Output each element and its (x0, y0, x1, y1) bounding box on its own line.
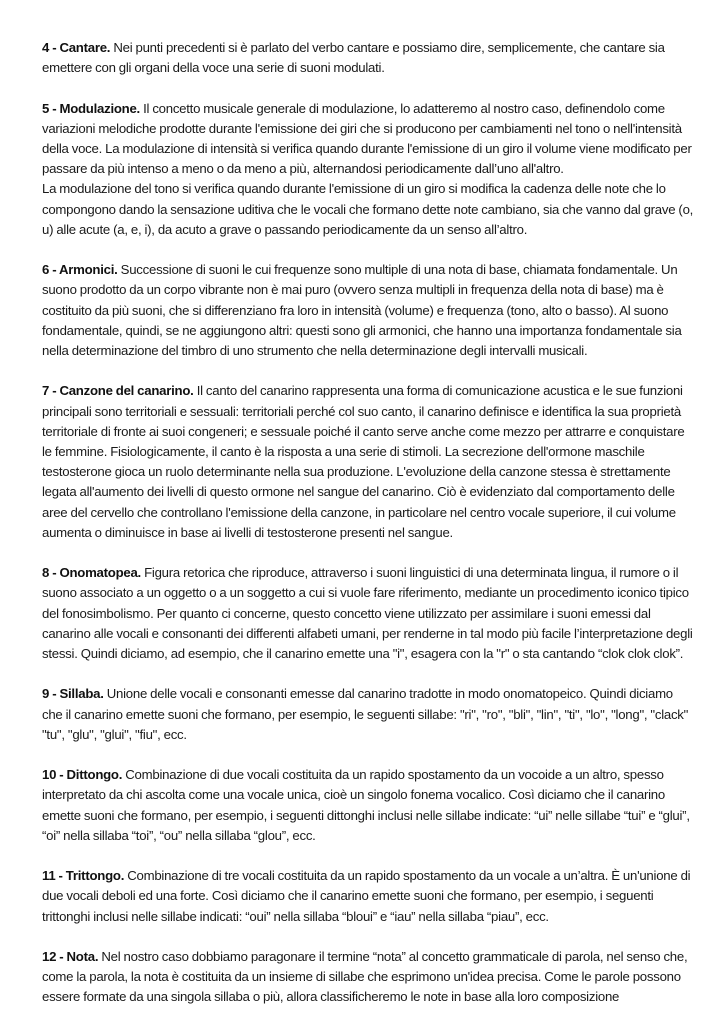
term-heading: 12 - Nota. (42, 949, 99, 965)
paragraph-dittongo (42, 765, 694, 846)
term-heading: 6 - Armonici. (42, 262, 118, 278)
paragraph-trittongo (42, 866, 694, 927)
paragraph-text: Nei punti precedenti si è parlato del verbo cantare e possiamo dire, semplicemente, che cantare sia emettere con gli organi della voce una serie di suoni modulati. (42, 40, 665, 76)
paragraph-cantare (42, 38, 694, 78)
paragraph-text: Figura retorica che riproduce, attraverso i suoni linguistici di una determinata lingua, il rumore o il suono associato a un oggetto o a un soggetto a cui si vuole fare riferimento, mediante un procedimento iconico tipico del fonosimbolismo. Per quanto ci concerne, questo concetto viene utilizzato per assimilare i suoni emessi dal canarino alle vocali e consonanti dei differenti alfabeti umani, per renderne in tal modo più facile l’interpretazione degli stessi. Quindi diciamo, ad esempio, che il canarino emette una "i", esagera con la "r" o sta cantando “clok clok clok”. (42, 565, 693, 662)
paragraph-sillaba (42, 684, 694, 745)
term-heading: 7 - Canzone del canarino. (42, 383, 194, 399)
document-page (42, 38, 694, 1028)
term-heading: 9 - Sillaba. (42, 686, 104, 702)
term-heading: 8 - Onomatopea. (42, 565, 141, 581)
term-heading: 11 - Trittongo. (42, 868, 125, 884)
term-heading: 5 - Modulazione. (42, 100, 140, 116)
paragraph-text: Il canto del canarino rappresenta una forma di comunicazione acustica e le sue funzioni principali sono territoriali e sessuali: territoriali perché col suo canto, il canarino definisce e identifica la sua proprietà territoriale di fronte ai suoi congeneri; e sessuale poiché il canto serve anche come mezzo per attrarre e conquistare le femmine. Fisiologicamente, il canto è la risposta a una serie di stimoli. La secrezione dell'ormone maschile testosterone gioca un ruolo determinante nella sua produzione. L'evoluzione della canzone stessa è strettamente legata all'aumento dei livelli di questo ormone nel sangue del canarino. Ciò è evidenziato dal comportamento delle aree del cervello che controllano l'emissione della canzone, in particolare nel centro vocale superiore, il cui volume aumenta o diminuisce in base ai livelli di testosterone presenti nel sangue. (42, 383, 685, 540)
paragraph-armonici (42, 260, 694, 361)
paragraph-text: Successione di suoni le cui frequenze sono multiple di una nota di base, chiamata fondamentale. Un suono prodotto da un corpo vibrante non è mai puro (ovvero senza multipli in frequenza della nota di base) ma è costituito da più suoni, che si differenziano fra loro in intensità (volume) e frequenza (tono, alto o basso). Al suono fondamentale, quindi, se ne aggiungono altri: questi sono gli armonici, che hanno una importanza fondamentale sia nella determinazione del timbro di uno strumento che nella determinazione degli intervalli musicali. (42, 262, 682, 359)
paragraph-nota (42, 947, 694, 1008)
paragraph-text: Unione delle vocali e consonanti emesse dal canarino tradotte in modo onomatopeico. Quindi diciamo che il canarino emette suoni che formano, per esempio, le seguenti sillabe: "ri", "ro", "bli", "lin", "ti", "lo", "long", "clack" "tu", "glu", "glui", "fiu", ecc. (42, 686, 689, 742)
term-heading: 10 - Dittongo. (42, 767, 123, 783)
paragraph-onomatopea (42, 563, 694, 664)
paragraph-text: Combinazione di tre vocali costituita da un rapido spostamento da un vocale a un’altra. È un'unione di due vocali deboli ed una forte. Così diciamo che il canarino emette suoni che formano, per esempio, i seguenti trittonghi inclusi nelle sillabe indicati: “oui” nella sillaba “bloui” e “iau” nella sillaba “piau”, ecc. (42, 868, 691, 924)
paragraph-text: Il concetto musicale generale di modulazione, lo adatteremo al nostro caso, definendolo come variazioni melodiche prodotte durante l'emissione dei giri che si producono per cambiamenti nel tono o nell'intensità della voce. La modulazione di intensità si verifica quando durante l'emissione di un giro il volume viene modificato per passare da più intenso a meno o da meno a più, alternandosi periodicamente dall’uno all'altro. (42, 100, 692, 177)
term-heading: 4 - Cantare. (42, 40, 111, 55)
paragraph-text: Nel nostro caso dobbiamo paragonare il termine “nota” al concetto grammaticale di parola, nel senso che, come la parola, la nota è costituita da un insieme di sillabe che esprimono un'idea precisa. Come le parole possono essere formate da una singola sillaba o più, allora classificheremo le note in base alla loro composizione (42, 949, 688, 1005)
paragraph-canzone-del-canarino (42, 381, 694, 543)
paragraph-text: Combinazione di due vocali costituita da un rapido spostamento da un vocoide a un altro, spesso interpretato da chi ascolta come una vocale unica, cioè un singolo fonema vocalico. Così diciamo che il canarino emette suoni che formano, per esempio, i seguenti dittonghi inclusi nelle sillabe indicate: “ui” nelle sillabe “tui” e “glui”, “oi” nella sillaba “toi”, “ou” nella sillaba “glou”, ecc. (42, 767, 690, 843)
paragraph-text-continued: La modulazione del tono si verifica quando durante l'emissione di un giro si modifica la cadenza delle note che lo compongono dando la sensazione uditiva che le vocali che formano dette note cambiano, sia che vanno dal grave (o, u) alle acute (a, e, i), da acuto a grave o passando periodicamente da un senso all’altro. (42, 181, 694, 237)
paragraph-modulazione (42, 99, 694, 240)
